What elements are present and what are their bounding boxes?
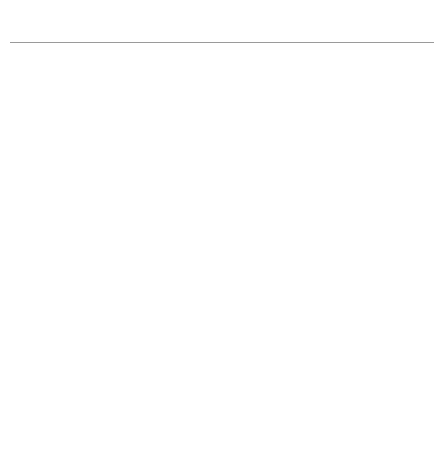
article-line [10, 103, 434, 130]
article-line [10, 321, 434, 348]
article-line [10, 212, 434, 239]
article-line [10, 402, 434, 429]
article-line [10, 267, 434, 294]
article-line [10, 430, 434, 457]
article-line [10, 348, 434, 375]
article-line [10, 375, 434, 402]
article-line [10, 239, 434, 266]
article-line [10, 185, 434, 212]
article-line [10, 294, 434, 321]
headline-divider [10, 42, 434, 43]
article-line [10, 76, 434, 103]
article-line [10, 49, 434, 76]
article-body [10, 49, 434, 457]
article-line [10, 158, 434, 185]
article-headline [10, 6, 434, 36]
article-line [10, 131, 434, 158]
